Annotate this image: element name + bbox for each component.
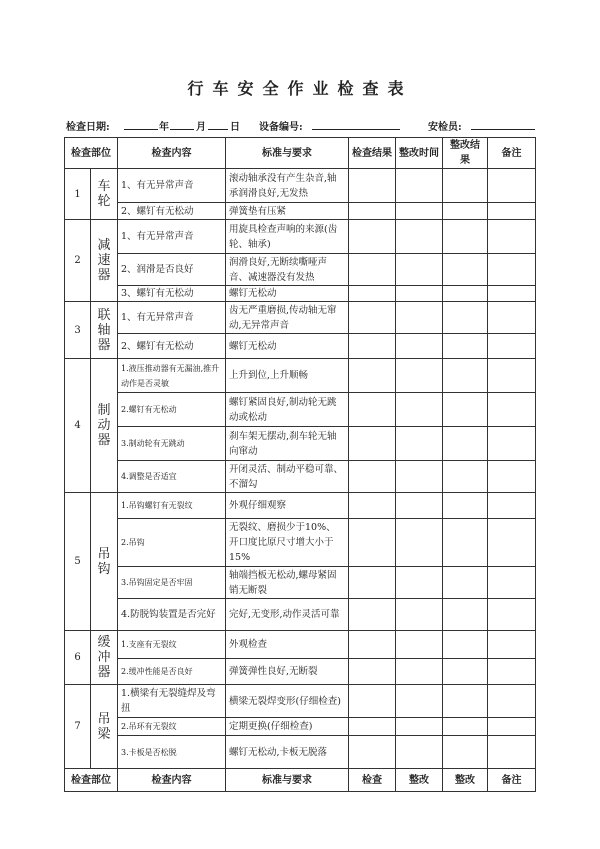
remark-cell[interactable]	[488, 393, 536, 427]
result-cell[interactable]	[349, 334, 396, 359]
table-row	[65, 519, 536, 567]
item-content: 4.调整是否适宜	[118, 461, 226, 493]
rect-time-cell[interactable]	[396, 567, 443, 599]
item-content: 1.液压推动器有无漏油,推升动作是否灵敏	[118, 359, 226, 393]
date-label: 检查日期:	[66, 122, 110, 133]
table-row	[65, 461, 536, 493]
item-content: 3.卡板是否松脱	[118, 736, 226, 769]
rect-result-cell[interactable]	[443, 599, 488, 631]
item-content: 3.吊钩固定是否牢固	[118, 567, 226, 599]
header-standard: 标准与要求	[226, 138, 349, 169]
remark-cell[interactable]	[488, 599, 536, 631]
item-content: 1、有无异常声音	[118, 169, 226, 203]
table-row	[65, 334, 536, 359]
result-cell[interactable]	[349, 203, 396, 220]
item-standard: 刹车架无摆动,刹车轮无轴向窜动	[226, 427, 349, 461]
item-standard: 完好,无变形,动作灵活可靠	[226, 599, 349, 631]
rect-result-cell[interactable]	[443, 493, 488, 519]
item-standard: 横梁无裂焊变形(仔细检查)	[226, 685, 349, 718]
result-cell[interactable]	[349, 302, 396, 334]
rect-time-cell[interactable]	[396, 203, 443, 220]
table-row	[65, 254, 536, 286]
table-row	[65, 302, 536, 334]
month-field[interactable]	[170, 118, 194, 130]
remark-cell[interactable]	[488, 286, 536, 302]
item-standard: 轴端挡板无松动,螺母紧固销无断裂	[226, 567, 349, 599]
header-rect-time: 整改时间	[396, 138, 443, 169]
remark-cell[interactable]	[488, 427, 536, 461]
item-standard: 螺钉紧固良好,制动轮无跳动或松动	[226, 393, 349, 427]
table-row	[65, 286, 536, 302]
rect-result-cell[interactable]	[443, 567, 488, 599]
table-row	[65, 427, 536, 461]
item-content: 2、螺钉有无松动	[118, 334, 226, 359]
footer-remark: 备注	[488, 769, 536, 792]
footer-part: 检查部位	[65, 769, 118, 792]
table-row	[65, 631, 536, 659]
footer-rect-2: 整改	[443, 769, 488, 792]
item-content: 2.吊环有无裂纹	[118, 718, 226, 736]
device-no-label: 设备编号:	[259, 122, 303, 133]
remark-cell[interactable]	[488, 567, 536, 599]
section-part: 车轮	[91, 169, 118, 220]
item-standard: 螺钉无松动	[226, 334, 349, 359]
rect-result-cell[interactable]	[443, 685, 488, 718]
item-content: 3.制动轮有无跳动	[118, 427, 226, 461]
rect-result-cell[interactable]	[443, 220, 488, 254]
table-row	[65, 169, 536, 203]
table-row	[65, 220, 536, 254]
table-row	[65, 685, 536, 718]
result-cell[interactable]	[349, 461, 396, 493]
remark-cell[interactable]	[488, 461, 536, 493]
item-content: 2.吊钩	[118, 519, 226, 567]
section-number: 3	[65, 302, 91, 359]
rect-time-cell[interactable]	[396, 461, 443, 493]
item-standard: 螺钉无松动	[226, 286, 349, 302]
item-content: 2.缓冲性能是否良好	[118, 659, 226, 685]
year-field[interactable]	[124, 118, 158, 130]
item-standard: 润滑良好,无断续嘶哑声音、减速器没有发热	[226, 254, 349, 286]
rect-result-cell[interactable]	[443, 718, 488, 736]
day-field[interactable]	[208, 118, 228, 130]
header-content: 检查内容	[118, 138, 226, 169]
result-cell[interactable]	[349, 567, 396, 599]
remark-cell[interactable]	[488, 254, 536, 286]
result-cell[interactable]	[349, 736, 396, 769]
item-content: 1.支座有无裂纹	[118, 631, 226, 659]
rect-time-cell[interactable]	[396, 359, 443, 393]
item-content: 2.螺钉有无松动	[118, 393, 226, 427]
rect-result-cell[interactable]	[443, 519, 488, 567]
item-content: 3、螺钉有无松动	[118, 286, 226, 302]
item-standard: 滚动轴承没有产生杂音,轴承润滑良好,无发热	[226, 169, 349, 203]
rect-time-cell[interactable]	[396, 519, 443, 567]
rect-result-cell[interactable]	[443, 631, 488, 659]
remark-cell[interactable]	[488, 718, 536, 736]
rect-time-cell[interactable]	[396, 427, 443, 461]
table-row	[65, 599, 536, 631]
item-standard: 弹簧弹性良好,无断裂	[226, 659, 349, 685]
rect-result-cell[interactable]	[443, 203, 488, 220]
rect-time-cell[interactable]	[396, 286, 443, 302]
header-result: 检查结果	[349, 138, 396, 169]
footer-rect-1: 整改	[396, 769, 443, 792]
table-row	[65, 493, 536, 519]
result-cell[interactable]	[349, 169, 396, 203]
item-standard: 外观检查	[226, 631, 349, 659]
remark-cell[interactable]	[488, 493, 536, 519]
item-content: 1.吊钩螺钉有无裂纹	[118, 493, 226, 519]
result-cell[interactable]	[349, 254, 396, 286]
rect-time-cell[interactable]	[396, 659, 443, 685]
section-number: 5	[65, 493, 91, 631]
result-cell[interactable]	[349, 393, 396, 427]
item-standard: 开闭灵活、制动平稳可靠、不溜勾	[226, 461, 349, 493]
item-content: 2、螺钉有无松动	[118, 203, 226, 220]
item-standard: 用旋具检查声响的来源(齿轮、轴承)	[226, 220, 349, 254]
month-label: 月	[196, 122, 206, 133]
item-standard: 定期更换(仔细检查)	[226, 718, 349, 736]
remark-cell[interactable]	[488, 359, 536, 393]
section-part: 吊梁	[91, 685, 118, 769]
meta-line	[66, 118, 536, 134]
item-content: 1、有无异常声音	[118, 220, 226, 254]
result-cell[interactable]	[349, 493, 396, 519]
header-rect-result: 整改结果	[443, 138, 488, 169]
footer-row	[65, 769, 536, 792]
rect-result-cell[interactable]	[443, 736, 488, 769]
footer-content: 检查内容	[118, 769, 226, 792]
result-cell[interactable]	[349, 599, 396, 631]
rect-result-cell[interactable]	[443, 659, 488, 685]
item-standard: 无裂纹、磨损少于10%、开口度比原尺寸增大小于15%	[226, 519, 349, 567]
rect-time-cell[interactable]	[396, 220, 443, 254]
table-row	[65, 203, 536, 220]
rect-result-cell[interactable]	[443, 286, 488, 302]
remark-cell[interactable]	[488, 203, 536, 220]
rect-result-cell[interactable]	[443, 169, 488, 203]
table-row	[65, 393, 536, 427]
remark-cell[interactable]	[488, 302, 536, 334]
rect-result-cell[interactable]	[443, 461, 488, 493]
page-title: 行车安全作业检查表	[187, 79, 413, 98]
rect-time-cell[interactable]	[396, 334, 443, 359]
remark-cell[interactable]	[488, 685, 536, 718]
result-cell[interactable]	[349, 718, 396, 736]
footer-check: 检查	[349, 769, 396, 792]
remark-cell[interactable]	[488, 220, 536, 254]
result-cell[interactable]	[349, 685, 396, 718]
rect-time-cell[interactable]	[396, 599, 443, 631]
result-cell[interactable]	[349, 659, 396, 685]
rect-result-cell[interactable]	[443, 254, 488, 286]
rect-result-cell[interactable]	[443, 393, 488, 427]
table-row	[65, 718, 536, 736]
section-part: 减速器	[91, 220, 118, 302]
table-row	[65, 736, 536, 769]
rect-time-cell[interactable]	[396, 631, 443, 659]
item-standard: 齿无严重磨损,传动轴无窜动,无异常声音	[226, 302, 349, 334]
remark-cell[interactable]	[488, 169, 536, 203]
item-standard: 螺钉无松动,卡板无脱落	[226, 736, 349, 769]
section-part: 联轴器	[91, 302, 118, 359]
year-label: 年	[159, 122, 169, 133]
section-part: 制动器	[91, 359, 118, 493]
section-number: 6	[65, 631, 91, 685]
item-standard: 弹簧垫有压紧	[226, 203, 349, 220]
rect-time-cell[interactable]	[396, 493, 443, 519]
remark-cell[interactable]	[488, 659, 536, 685]
result-cell[interactable]	[349, 220, 396, 254]
table-row	[65, 359, 536, 393]
result-cell[interactable]	[349, 519, 396, 567]
rect-result-cell[interactable]	[443, 334, 488, 359]
item-standard: 外观仔细观察	[226, 493, 349, 519]
result-cell[interactable]	[349, 427, 396, 461]
remark-cell[interactable]	[488, 519, 536, 567]
item-content: 2、润滑是否良好	[118, 254, 226, 286]
item-standard: 上升到位,上升顺畅	[226, 359, 349, 393]
rect-time-cell[interactable]	[396, 685, 443, 718]
rect-time-cell[interactable]	[396, 718, 443, 736]
device-no-field[interactable]	[312, 118, 400, 130]
rect-result-cell[interactable]	[443, 427, 488, 461]
result-cell[interactable]	[349, 286, 396, 302]
remark-cell[interactable]	[488, 631, 536, 659]
header-part: 检查部位	[65, 138, 118, 169]
inspection-table	[64, 137, 536, 792]
table-row	[65, 659, 536, 685]
rect-time-cell[interactable]	[396, 169, 443, 203]
section-number: 2	[65, 220, 91, 302]
inspector-label: 安检员:	[428, 122, 462, 133]
remark-cell[interactable]	[488, 736, 536, 769]
item-content: 4.防脱钩装置是否完好	[118, 599, 226, 631]
result-cell[interactable]	[349, 631, 396, 659]
header-row	[65, 138, 536, 169]
footer-standard: 标准与要求	[226, 769, 349, 792]
rect-time-cell[interactable]	[396, 302, 443, 334]
section-number: 7	[65, 685, 91, 769]
item-content: 1、有无异常声音	[118, 302, 226, 334]
remark-cell[interactable]	[488, 334, 536, 359]
header-remark: 备注	[488, 138, 536, 169]
inspector-field[interactable]	[471, 118, 535, 130]
rect-time-cell[interactable]	[396, 736, 443, 769]
section-part: 缓冲器	[91, 631, 118, 685]
section-number: 1	[65, 169, 91, 220]
section-number: 4	[65, 359, 91, 493]
rect-time-cell[interactable]	[396, 254, 443, 286]
rect-result-cell[interactable]	[443, 302, 488, 334]
section-part: 吊钩	[91, 493, 118, 631]
item-content: 1.横梁有无裂缝焊及弯扭	[118, 685, 226, 718]
day-label: 日	[230, 122, 240, 133]
result-cell[interactable]	[349, 359, 396, 393]
rect-result-cell[interactable]	[443, 359, 488, 393]
table-row	[65, 567, 536, 599]
rect-time-cell[interactable]	[396, 393, 443, 427]
